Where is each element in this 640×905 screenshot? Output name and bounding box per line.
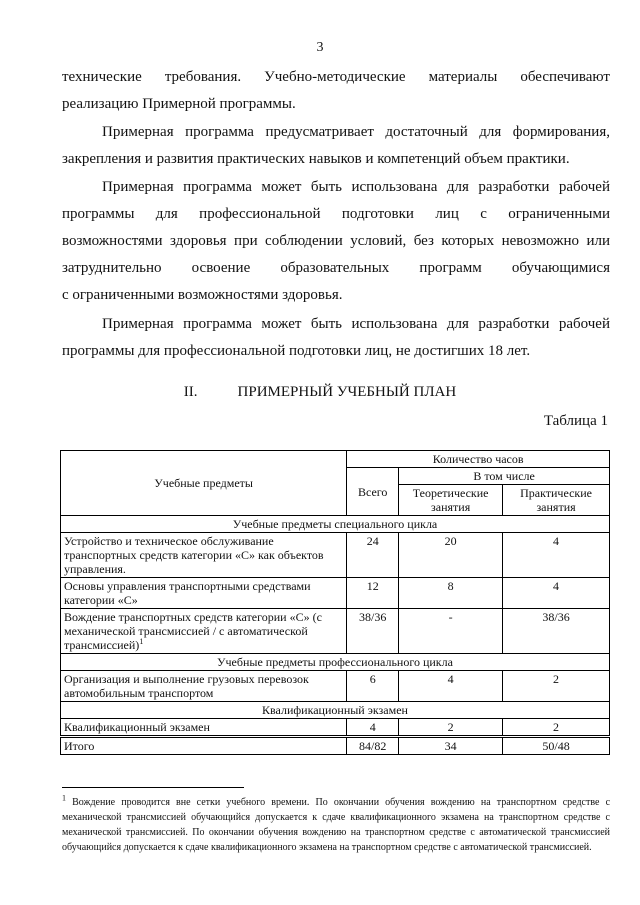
section-heading xyxy=(0,384,640,401)
table-row xyxy=(61,533,610,578)
subject-name: Квалификационный экзамен xyxy=(61,719,347,737)
header-total: Всего xyxy=(347,468,399,516)
totals-row xyxy=(61,737,610,755)
footnote xyxy=(62,795,610,855)
hours-theory: - xyxy=(399,609,503,654)
hours-practice: 2 xyxy=(503,719,610,737)
table-row xyxy=(61,609,610,654)
footnote-mark: 1 xyxy=(139,637,144,646)
footnote-text: Вождение проводится вне сетки учебного времени. По окончании обучения вождению на транспортном средстве с механической трансмиссией обучающийся допускается к сдаче квалификационного экзамена на транспортном средстве с механической трансмиссией. По окончании обучения вождению на транспортном средстве с автоматической трансмиссией обучающийся допускается к сдаче квалификационного экзамена на транспортном средстве с автоматической трансмиссией. xyxy=(62,797,611,853)
hours-total: 6 xyxy=(347,671,399,702)
text-line: Примерная программа предусматривает достаточный для формирования, xyxy=(102,124,610,140)
group-row xyxy=(61,516,610,533)
totals-label: Итого xyxy=(61,737,347,755)
text-line: возможностями здоровья при соблюдении условий, без которых невозможно или xyxy=(62,233,610,249)
paragraph-3 xyxy=(62,174,610,309)
hours-theory: 2 xyxy=(399,719,503,737)
hours-total: 4 xyxy=(347,719,399,737)
table-header-row xyxy=(61,451,610,468)
table-row xyxy=(61,578,610,609)
subject-name: Организация и выполнение грузовых перевозок автомобильным транспортом xyxy=(61,671,347,702)
paragraph-4 xyxy=(62,311,610,365)
text-line: программы для профессиональной подготовки лиц, не достигших 18 лет. xyxy=(62,343,531,359)
hours-total: 38/36 xyxy=(347,609,399,654)
group-title: Учебные предметы профессионального цикла xyxy=(61,654,610,671)
header-theory: Теоретические занятия xyxy=(399,485,503,516)
hours-theory: 4 xyxy=(399,671,503,702)
footnote-divider xyxy=(62,787,244,788)
hours-theory: 8 xyxy=(399,578,503,609)
section-title: ПРИМЕРНЫЙ УЧЕБНЫЙ ПЛАН xyxy=(237,384,457,400)
header-hours: Количество часов xyxy=(347,451,610,468)
hours-practice: 4 xyxy=(503,578,610,609)
page-number: 3 xyxy=(316,40,324,55)
group-title: Квалификационный экзамен xyxy=(61,702,610,719)
hours-practice: 4 xyxy=(503,533,610,578)
totals-total: 84/82 xyxy=(347,737,399,755)
subject-name: Устройство и техническое обслуживание транспортных средств категории «С» как объектов управления. xyxy=(61,533,347,578)
paragraph-2 xyxy=(62,119,610,173)
totals-practice: 50/48 xyxy=(503,737,610,755)
table-row xyxy=(61,719,610,737)
header-practice: Практические занятия xyxy=(503,485,610,516)
group-row xyxy=(61,702,610,719)
text-line: Примерная программа может быть использована для разработки рабочей xyxy=(102,316,610,332)
section-number: II. xyxy=(183,384,198,400)
subject-name: Вождение транспортных средств категории «С» (с механической трансмиссией / с автоматической трансмиссией) xyxy=(64,610,322,652)
hours-practice: 38/36 xyxy=(503,609,610,654)
totals-theory: 34 xyxy=(399,737,503,755)
group-row xyxy=(61,654,610,671)
text-line: Примерная программа может быть использована для разработки рабочей xyxy=(102,179,610,195)
curriculum-table xyxy=(60,450,610,755)
table-label: Таблица 1 xyxy=(543,413,608,429)
hours-theory: 20 xyxy=(399,533,503,578)
text-line: закрепления и развития практических навыков и компетенций объем практики. xyxy=(62,151,570,167)
text-line: с ограниченными возможностями здоровья. xyxy=(62,287,343,303)
hours-total: 12 xyxy=(347,578,399,609)
text-line: технические требования. Учебно-методические материалы обеспечивают xyxy=(62,69,610,85)
header-including: В том числе xyxy=(399,468,610,485)
paragraph-1 xyxy=(62,64,610,118)
text-line: реализацию Примерной программы. xyxy=(62,96,296,112)
text-line: затруднительно освоение образовательных программ обучающимися xyxy=(62,260,610,276)
group-title: Учебные предметы специального цикла xyxy=(61,516,610,533)
hours-practice: 2 xyxy=(503,671,610,702)
footnote-mark: 1 xyxy=(62,793,66,803)
table-row xyxy=(61,671,610,702)
text-line: программы для профессиональной подготовки лиц с ограниченными xyxy=(62,206,610,222)
subject-cell xyxy=(61,609,347,654)
header-subjects: Учебные предметы xyxy=(61,451,347,516)
subject-name: Основы управления транспортными средствами категории «С» xyxy=(61,578,347,609)
hours-total: 24 xyxy=(347,533,399,578)
